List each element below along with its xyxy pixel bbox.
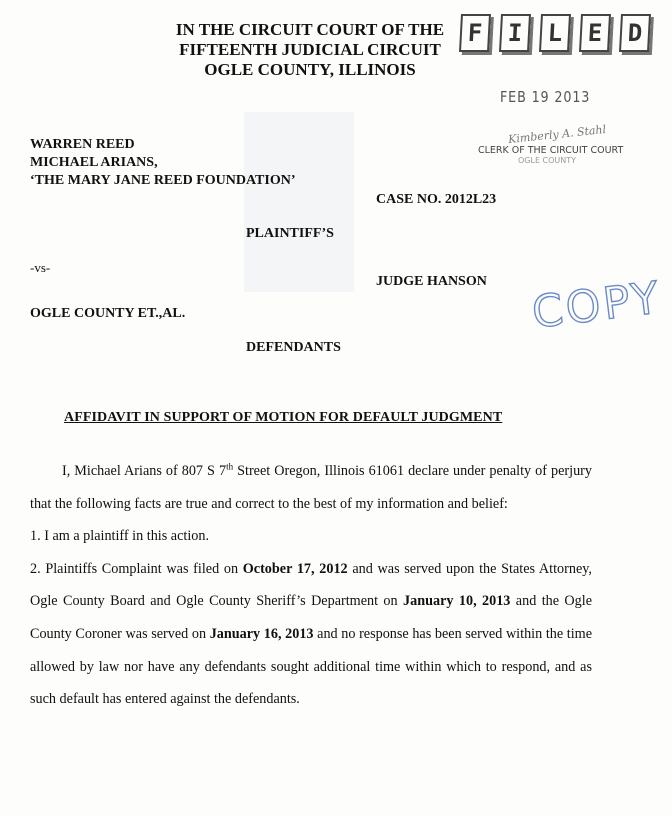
clerk-county: OGLE COUNTY (518, 156, 577, 165)
filed-letter-f: F (459, 14, 491, 52)
item2-text-a: 2. Plaintiffs Complaint was filed on (30, 560, 243, 577)
plaintiff-name: ‘THE MARY JANE REED FOUNDATION’ (30, 173, 296, 188)
plaintiff-name: MICHAEL ARIANS, (30, 155, 158, 170)
case-number: CASE NO. 2012L23 (376, 192, 497, 207)
versus-label: -vs- (30, 260, 51, 275)
item-2 (30, 553, 592, 716)
court-header-line3: OGLE COUNTY, ILLINOIS (204, 60, 416, 79)
intro-text-a: I, Michael Arians of 807 S 7 (62, 463, 227, 479)
intro-superscript: th (226, 461, 234, 472)
plaintiff-name: WARREN REED (30, 137, 135, 152)
defendants-label: DEFENDANTS (246, 340, 341, 355)
complaint-filed-date: October 17, 2012 (242, 560, 348, 577)
item2-text-d: and no response has been served within the time allowed by law nor have any defendants sought additional time within which to respond, and as such default has entered against the defendants. (30, 625, 593, 708)
intro-text-b: Street Oregon, Illinois 61061 declare under penalty of perjury that the following facts are true and correct to the best of my information and belief: (30, 463, 592, 512)
item-1: 1. I am a plaintiff in this action. (30, 528, 210, 545)
clerk-block (478, 146, 623, 166)
item2-text-b: and was served upon the States Attorney, Ogle County Board and Ogle County Sheriff’s Department on (30, 560, 592, 610)
clerk-title: CLERK OF THE CIRCUIT COURT (478, 145, 624, 156)
service-date-2: January 16, 2013 (209, 625, 314, 642)
court-header-line1: IN THE CIRCUIT COURT OF THE (175, 20, 445, 39)
copy-stamp: COPY (529, 272, 665, 339)
affidavit-body (30, 455, 592, 716)
item2-text-c: and the Ogle County Coroner was served on (30, 593, 593, 642)
clerk-signature: Kimberly A. Stahl (507, 122, 607, 147)
intro-paragraph (30, 455, 592, 520)
filed-letter-e: E (579, 14, 611, 52)
document-title: AFFIDAVIT IN SUPPORT OF MOTION FOR DEFAULT JUDGMENT (64, 410, 503, 425)
filed-letter-i: I (499, 14, 531, 52)
judge-name: JUDGE HANSON (376, 274, 487, 289)
filed-date: FEB 19 2013 (500, 88, 591, 106)
plaintiffs-label: PLAINTIFF’S (246, 226, 334, 241)
defendant-name: OGLE COUNTY ET.,AL. (30, 306, 186, 321)
court-header (140, 20, 480, 80)
filed-stamp (460, 14, 660, 52)
plaintiffs-list (30, 136, 296, 190)
service-date-1: January 10, 2013 (403, 593, 511, 610)
court-header-line2: FIFTEENTH JUDICIAL CIRCUIT (179, 40, 441, 59)
filed-letter-d: D (619, 14, 651, 52)
filed-letter-l: L (539, 14, 571, 52)
